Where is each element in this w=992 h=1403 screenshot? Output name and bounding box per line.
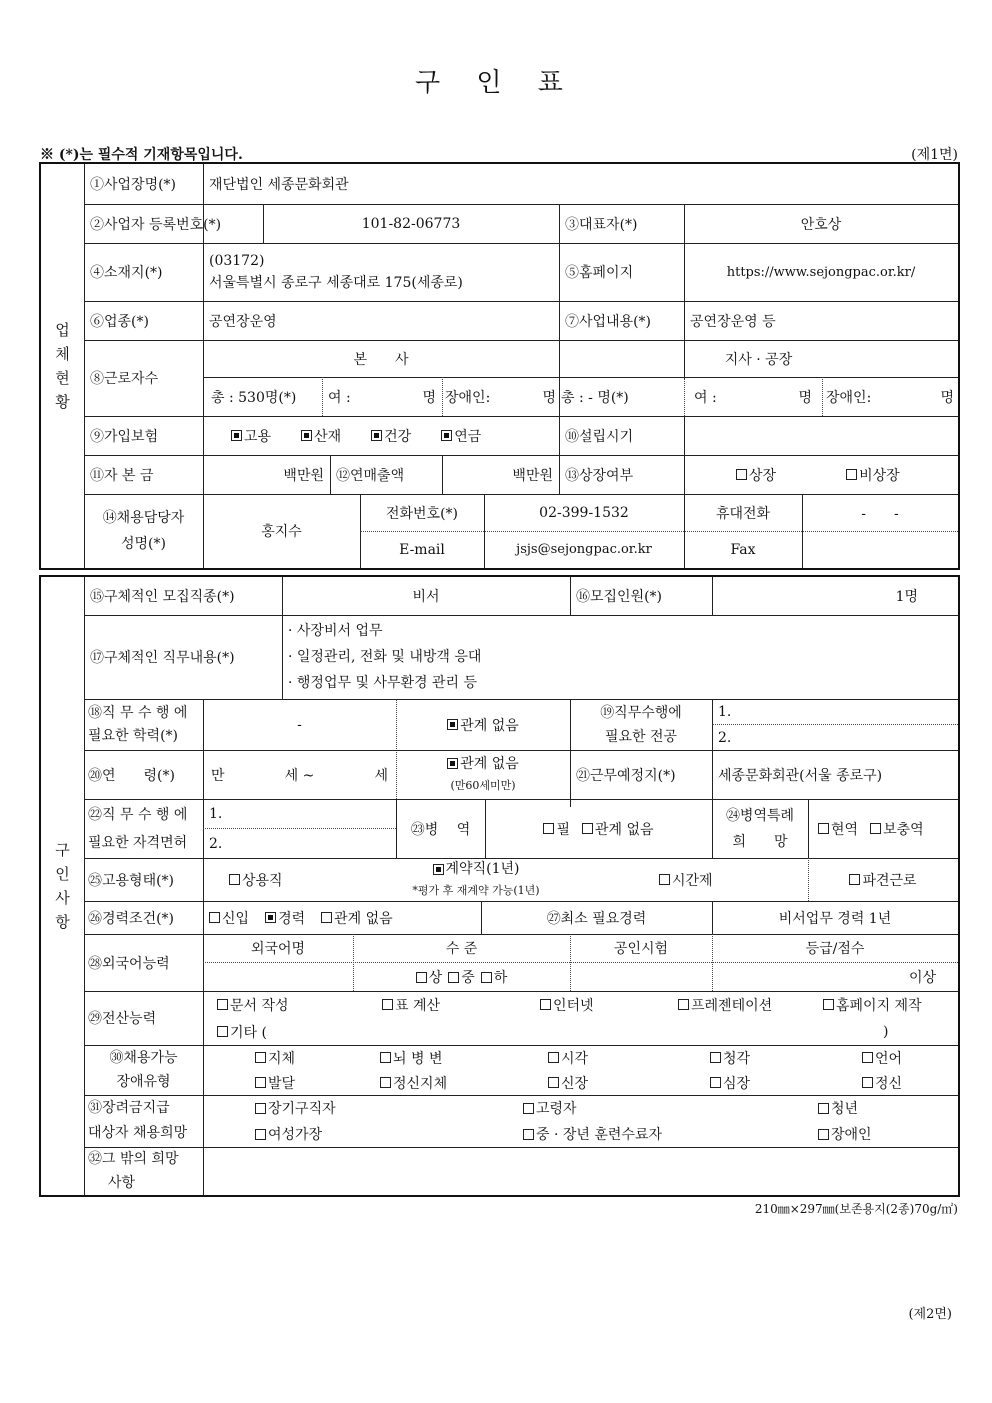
military-required-checkbox[interactable]: 필 [543,819,570,839]
capital-field[interactable]: 백만원 [283,467,324,484]
it-internet-checkbox[interactable]: 인터넷 [534,991,674,1018]
disability-kidney-checkbox[interactable]: 신장 [542,1070,682,1095]
checkbox-icon [846,469,857,480]
checkbox-icon [231,430,242,441]
checkbox-icon [548,1052,559,1063]
founded-label: ⑩설립시기 [565,428,634,445]
company-name-field[interactable]: 재단법인 세종문화회관 [209,177,349,193]
checkbox-icon [736,469,747,480]
subsidy-elderly-checkbox[interactable]: 고령자 [517,1095,797,1121]
employment-label: ㉕고용형태(*) [88,872,175,889]
email-label: E-mail [399,541,445,558]
occupation-field[interactable]: 비서 [412,589,440,605]
it-other-close: ) [883,1023,889,1040]
page-label-1: (제1면) [911,147,958,163]
workplace-label: ㉑근무예정지(*) [576,767,676,784]
age-field[interactable]: 만 세 ~ 세 [211,767,388,784]
insurance-options [203,416,559,455]
major-field-2[interactable]: 2. [718,729,732,746]
subsidy-female-head-checkbox[interactable]: 여성가장 [249,1121,509,1147]
it-homepage-checkbox[interactable]: 홈페이지 제작 [817,991,958,1018]
checkbox-icon [447,719,458,730]
disability-label: ㉚채용가능 장애유형 [109,1050,178,1090]
checkbox-icon [540,999,551,1010]
duty-item: · 행정업무 및 사무환경 관리 등 [288,675,477,691]
lang-header-level: 수 준 [445,941,478,957]
checkbox-icon [416,972,427,983]
military-label: ㉓병 역 [410,821,471,838]
checkbox-icon [255,1129,266,1140]
other-field[interactable] [203,1147,958,1195]
checkbox-icon [217,999,228,1010]
checkbox-icon [849,874,860,885]
education-none-checkbox[interactable]: 관계 없음 [396,699,570,750]
homepage-label: ⑤홈페이지 [565,265,634,281]
checkbox-icon [710,1077,721,1088]
fax-field[interactable] [802,531,958,568]
workplace-field[interactable]: 세종문화회관(서울 종로구) [718,767,883,784]
email-field[interactable]: jsjs@sejongpac.or.kr [516,542,652,557]
checkbox-icon [321,912,332,923]
phone-label: 전화번호(*) [385,505,459,522]
sales-field[interactable]: 백만원 [512,467,553,484]
branch-label: 지사 · 공장 [724,351,793,368]
it-skills-label: ㉙전산능력 [88,1011,157,1027]
address-field[interactable] [203,243,559,301]
zip-code: (03172) [209,253,265,269]
industry-label: ⑥업종(*) [90,313,149,330]
lang-mid-checkbox[interactable]: 중 [448,967,475,987]
branch-total-field[interactable]: 총 : - 명(*) [561,389,629,406]
checkbox-icon [447,758,458,769]
listed-label: ⑬상장여부 [565,467,634,484]
branch-disabled-field[interactable]: 장애인: 명 [826,389,954,406]
subsidy-long-term-checkbox[interactable]: 장기구직자 [249,1095,509,1121]
disability-developmental-checkbox[interactable]: 발달 [249,1070,369,1095]
checkbox-icon [818,1103,829,1114]
checkbox-icon [543,823,554,834]
checkbox-icon [217,1026,228,1037]
company-section-label: 업 체 현 황 [55,321,70,411]
checkbox-icon [301,430,312,441]
listed-checkbox[interactable]: 상장 [736,465,776,485]
founded-field[interactable] [684,416,958,455]
phone-field[interactable]: 02-399-1532 [539,504,629,521]
emp-contract-checkbox[interactable]: 계약직(1년) *평가 후 재계약 가능(1년) [371,858,581,901]
checkbox-icon [548,1077,559,1088]
license-label: ㉒직 무 수 행 에 필요한 자격면허 [88,806,188,851]
checkbox-icon [862,1077,873,1088]
checkbox-icon [678,999,689,1010]
lang-header-score: 등급/점수 [805,941,865,957]
license-field-1[interactable]: 1. [209,805,223,822]
checkbox-icon [255,1052,266,1063]
insurance-pension-checkbox[interactable]: 연금 [441,426,481,446]
duty-item: · 사장비서 업무 [288,623,383,639]
page-label-2: (제2면) [908,1307,952,1322]
career-label: ㉖경력조건(*) [88,910,175,927]
company-section [39,162,960,570]
headcount-label: ⑯모집인원(*) [576,589,663,605]
military-none-checkbox[interactable]: 관계 없음 [582,819,654,839]
age-none-checkbox[interactable]: 관계 없음 (만60세미만) [396,750,570,799]
listed-options [684,455,958,494]
disability-speech-checkbox[interactable]: 언어 [856,1045,956,1070]
major-field-1[interactable]: 1. [718,703,732,720]
hq-disabled-field[interactable]: 장애인: 명 [445,389,556,406]
checkbox-icon [448,972,459,983]
duties-label: ⑰구체적인 직무내용(*) [90,650,235,666]
insurance-accident-checkbox[interactable]: 산재 [301,426,341,446]
checkbox-icon [818,823,829,834]
job-section-label: 구 인 사 항 [55,841,70,931]
business-label: ⑦사업내용(*) [565,313,652,330]
age-note: (만60세미만) [450,778,516,792]
checkbox-icon [371,430,382,441]
checkbox-icon [441,430,452,441]
checkbox-icon [818,1129,829,1140]
insurance-employment-checkbox[interactable]: 고용 [231,426,271,446]
checkbox-icon [862,1052,873,1063]
disability-intellectual-checkbox[interactable]: 정신지체 [374,1070,524,1095]
min-career-label: ㉗최소 필요경력 [546,910,647,927]
checkbox-icon [255,1077,266,1088]
checkbox-icon [209,912,220,923]
manager-name-field[interactable]: 홍지수 [261,524,302,540]
active-duty-checkbox[interactable]: 현역 [818,819,858,839]
disability-heart-checkbox[interactable]: 심장 [704,1070,844,1095]
language-label: ㉘외국어능력 [88,955,170,972]
lang-name-field[interactable] [203,963,353,991]
lang-high-checkbox[interactable]: 상 [416,967,443,987]
checkbox-icon [265,912,276,923]
disability-brain-checkbox[interactable]: 뇌 병 변 [374,1045,524,1070]
ceo-field[interactable]: 안호상 [800,216,842,233]
hq-female-field[interactable]: 여 : 명 [328,389,436,406]
subsidy-youth-checkbox[interactable]: 청년 [812,1095,952,1121]
checkbox-icon [523,1103,534,1114]
address-label: ④소재지(*) [90,265,163,281]
education-label: ⑱직 무 수 행 에 필요한 학력(*) [88,704,188,744]
checkbox-icon [433,864,444,875]
fax-label: Fax [730,541,756,558]
capital-label: ⑪자 본 금 [90,467,154,484]
checkbox-icon [523,1129,534,1140]
career-new-checkbox[interactable]: 신입 [209,908,249,928]
business-field[interactable]: 공연장운영 등 [690,313,776,330]
lang-low-checkbox[interactable]: 하 [481,967,508,987]
emp-dispatch-checkbox[interactable]: 파견근로 [808,858,958,901]
manager-label: ⑭채용담당자 성명(*) [102,510,185,552]
it-presentation-checkbox[interactable]: 프레젠테이션 [672,991,818,1018]
special-service-label: ㉔병역특례 희 망 [725,807,795,850]
company-name-label: ①사업장명(*) [90,177,177,193]
checkbox-icon [255,1103,266,1114]
it-spreadsheet-checkbox[interactable]: 표 계산 [376,991,536,1018]
checkbox-icon [382,999,393,1010]
checkbox-icon [380,1077,391,1088]
subsidy-disabled-checkbox[interactable]: 장애인 [812,1121,952,1147]
emp-regular-checkbox[interactable]: 상용직 [203,858,403,901]
min-career-field[interactable]: 비서업무 경력 1년 [778,910,892,927]
career-any-checkbox[interactable]: 관계 없음 [321,908,393,928]
military-options [485,799,712,858]
mobile-label: 휴대전화 [715,505,771,522]
supplementary-checkbox[interactable]: 보충역 [870,819,924,839]
page-title: 구 인 표 [415,68,577,98]
hq-total-field[interactable]: 총 : 530명(*) [211,389,297,406]
major-label: ⑲직무수행에 필요한 전공 [600,704,682,745]
job-section [39,575,960,1197]
license-field-2[interactable]: 2. [209,835,223,852]
disability-mental-checkbox[interactable]: 정신 [856,1070,956,1095]
occupation-label: ⑮구체적인 모집직종(*) [90,589,235,605]
emp-part-time-checkbox[interactable]: 시간제 [653,858,803,901]
headcount-field[interactable]: 1명 [895,589,918,605]
disability-hearing-checkbox[interactable]: 청각 [704,1045,844,1070]
career-experienced-checkbox[interactable]: 경력 [265,908,305,928]
contract-note: *평가 후 재계약 가능(1년) [412,883,540,897]
lang-header-name: 외국어명 [250,941,306,957]
checkbox-icon [823,999,834,1010]
age-label: ⑳연 령(*) [88,767,175,784]
disability-visual-checkbox[interactable]: 시각 [542,1045,682,1070]
workers-label: ⑧근로자수 [90,371,159,387]
checkbox-icon [481,972,492,983]
subsidy-label: ㉛장려금지급 대상자 채용희망 [88,1100,188,1141]
insurance-health-checkbox[interactable]: 건강 [371,426,411,446]
it-doc-checkbox[interactable]: 문서 작성 [211,991,376,1018]
reg-no-field[interactable]: 101-82-06773 [361,215,461,232]
checkbox-icon [582,823,593,834]
paper-spec: 210㎜×297㎜(보존용지(2종)70g/㎡) [754,1202,958,1216]
checkbox-icon [710,1052,721,1063]
subsidy-trainee-checkbox[interactable]: 중 · 장년 훈련수료자 [517,1121,797,1147]
other-label: ㉜그 밖의 희망 사항 [88,1151,179,1191]
it-other-field[interactable] [411,1018,891,1045]
duties-field[interactable] [282,615,958,699]
insurance-label: ⑨가입보험 [90,428,159,445]
reg-no-label: ②사업자 등록번호(*) [90,216,222,233]
checkbox-icon [659,874,670,885]
checkbox-icon [380,1052,391,1063]
checkbox-icon [229,874,240,885]
ceo-label: ③대표자(*) [565,216,638,233]
required-note: ※ (*)는 필수적 기재항목입니다. [40,147,243,163]
duty-item: · 일정관리, 전화 및 내방객 응대 [288,649,482,665]
career-options [203,901,481,934]
homepage-field[interactable]: https://www.sejongpac.or.kr/ [726,264,916,280]
lang-level-options [353,963,570,991]
disability-physical-checkbox[interactable]: 지체 [249,1045,369,1070]
industry-field[interactable]: 공연장운영 [209,313,277,330]
address-text: 서울특별시 종로구 세종대로 175(세종로) [209,275,463,291]
education-field[interactable]: - [297,716,302,733]
hq-label: 본 사 [353,351,409,368]
lang-header-test: 공인시험 [613,941,669,957]
special-service-options [808,799,958,858]
mobile-field[interactable]: - - [861,505,899,522]
checkbox-icon [870,823,881,834]
lang-test-field[interactable] [570,963,712,991]
unlisted-checkbox[interactable]: 비상장 [846,465,900,485]
it-other-checkbox[interactable]: 기타 ( [211,1018,411,1045]
branch-female-field[interactable]: 여 : 명 [694,389,812,406]
lang-score-field[interactable]: 이상 [908,970,936,986]
sales-label: ⑫연매출액 [336,467,405,484]
